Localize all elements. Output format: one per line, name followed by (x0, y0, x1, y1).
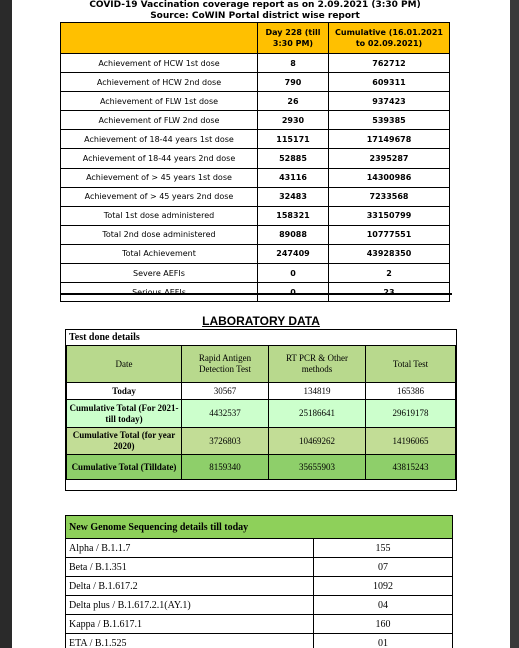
vaccination-header-cumulative: Cumulative (16.01.2021 to 02.09.2021) (329, 23, 450, 54)
lab-header-rapid: Rapid Antigen Detection Test (182, 346, 269, 383)
lab-row-date: Today (67, 383, 182, 400)
row-cumulative-value: 762712 (329, 54, 450, 73)
genome-row (66, 539, 453, 558)
row-label: Total 2nd dose administered (61, 225, 258, 244)
vaccination-row (61, 168, 450, 187)
lab-header-rtpcr: RT PCR & Other methods (269, 346, 366, 383)
lab-row-total: 29619178 (366, 400, 456, 428)
row-cumulative-value: 2395287 (329, 149, 450, 168)
document-page (12, 0, 510, 648)
genome-count: 1092 (314, 577, 453, 596)
vaccination-row (61, 187, 450, 206)
laboratory-row (67, 383, 456, 400)
genome-row (66, 615, 453, 634)
vaccination-table (60, 0, 450, 302)
genome-variant: Kappa / B.1.617.1 (66, 615, 314, 634)
vaccination-title-row (61, 0, 450, 23)
lab-row-rtpcr: 35655903 (269, 455, 366, 480)
row-day-value: 158321 (258, 206, 329, 225)
row-day-value: 32483 (258, 187, 329, 206)
laboratory-row (67, 428, 456, 455)
genome-table (65, 515, 453, 648)
vaccination-row (61, 73, 450, 92)
genome-row (66, 558, 453, 577)
vaccination-row (61, 130, 450, 149)
row-day-value: 115171 (258, 130, 329, 149)
row-label: Achievement of > 45 years 2nd dose (61, 187, 258, 206)
genome-header-row (66, 516, 453, 539)
vaccination-row (61, 149, 450, 168)
genome-count: 160 (314, 615, 453, 634)
vaccination-row (61, 225, 450, 244)
row-cumulative-value: 43928350 (329, 244, 450, 263)
lab-row-total: 14196065 (366, 428, 456, 455)
lab-row-rapid: 8159340 (182, 455, 269, 480)
laboratory-table (66, 345, 456, 480)
row-label: Total Achievement (61, 244, 258, 263)
row-day-value: 43116 (258, 168, 329, 187)
genome-row (66, 634, 453, 648)
lab-row-date: Cumulative Total (For 2021- till today) (67, 400, 182, 428)
laboratory-caption: Test done details (69, 332, 140, 343)
vaccination-title (61, 0, 450, 23)
lab-row-rtpcr: 134819 (269, 383, 366, 400)
lab-row-rapid: 4432537 (182, 400, 269, 428)
genome-variant: Alpha / B.1.1.7 (66, 539, 314, 558)
lab-row-rapid: 30567 (182, 383, 269, 400)
vaccination-row (61, 92, 450, 111)
row-day-value: 89088 (258, 225, 329, 244)
genome-title: New Genome Sequencing details till today (66, 516, 453, 539)
genome-variant: ETA / B.1.525 (66, 634, 314, 648)
lab-row-rtpcr: 10469262 (269, 428, 366, 455)
row-cumulative-value: 14300986 (329, 168, 450, 187)
row-cumulative-value: 2 (329, 264, 450, 283)
window-edge (510, 0, 519, 648)
row-cumulative-value: 609311 (329, 73, 450, 92)
genome-row (66, 577, 453, 596)
row-day-value: 52885 (258, 149, 329, 168)
row-label: Severe AEFIs (61, 264, 258, 283)
laboratory-header-row (67, 346, 456, 383)
genome-count: 04 (314, 596, 453, 615)
row-label: Achievement of 18-44 years 1st dose (61, 130, 258, 149)
vaccination-row (61, 244, 450, 263)
genome-variant: Delta plus / B.1.617.2.1(AY.1) (66, 596, 314, 615)
lab-header-date: Date (67, 346, 182, 383)
row-day-value: 790 (258, 73, 329, 92)
genome-count: 155 (314, 539, 453, 558)
row-cumulative-value: 17149678 (329, 130, 450, 149)
row-day-value: 247409 (258, 244, 329, 263)
row-day-value: 26 (258, 92, 329, 111)
vaccination-header-blank (61, 23, 258, 54)
row-day-value: 0 (258, 264, 329, 283)
vaccination-bottom-rule (60, 293, 452, 295)
row-cumulative-value: 10777551 (329, 225, 450, 244)
genome-variant: Beta / B.1.351 (66, 558, 314, 577)
lab-row-date: Cumulative Total (for year 2020) (67, 428, 182, 455)
lab-row-rtpcr: 25186641 (269, 400, 366, 428)
genome-count: 01 (314, 634, 453, 648)
genome-count: 07 (314, 558, 453, 577)
vaccination-title-line1: COVID-19 Vaccination coverage report as on 2.09.2021 (3:30 PM) (89, 0, 421, 10)
vaccination-row (61, 111, 450, 130)
lab-row-rapid: 3726803 (182, 428, 269, 455)
row-cumulative-value: 7233568 (329, 187, 450, 206)
genome-variant: Delta / B.1.617.2 (66, 577, 314, 596)
vaccination-header-row (61, 23, 450, 54)
row-label: Achievement of 18-44 years 2nd dose (61, 149, 258, 168)
laboratory-row (67, 400, 456, 428)
vaccination-row (61, 264, 450, 283)
row-label: Achievement of FLW 1st dose (61, 92, 258, 111)
row-cumulative-value: 937423 (329, 92, 450, 111)
lab-header-total: Total Test (366, 346, 456, 383)
row-label: Achievement of > 45 years 1st dose (61, 168, 258, 187)
row-cumulative-value: 539385 (329, 111, 450, 130)
row-cumulative-value: 33150799 (329, 206, 450, 225)
lab-row-total: 165386 (366, 383, 456, 400)
lab-row-date: Cumulative Total (Tilldate) (67, 455, 182, 480)
genome-row (66, 596, 453, 615)
row-label: Achievement of HCW 2nd dose (61, 73, 258, 92)
vaccination-row (61, 206, 450, 225)
laboratory-title: LABORATORY DATA (202, 314, 320, 328)
row-day-value: 8 (258, 54, 329, 73)
laboratory-box (65, 329, 457, 491)
row-label: Achievement of FLW 2nd dose (61, 111, 258, 130)
laboratory-row (67, 455, 456, 480)
row-label: Achievement of HCW 1st dose (61, 54, 258, 73)
vaccination-title-line2: Source: CoWIN Portal district wise report (150, 11, 360, 21)
vaccination-header-day: Day 228 (till 3:30 PM) (258, 23, 329, 54)
lab-row-total: 43815243 (366, 455, 456, 480)
row-day-value: 2930 (258, 111, 329, 130)
row-label: Total 1st dose administered (61, 206, 258, 225)
vaccination-row (61, 54, 450, 73)
